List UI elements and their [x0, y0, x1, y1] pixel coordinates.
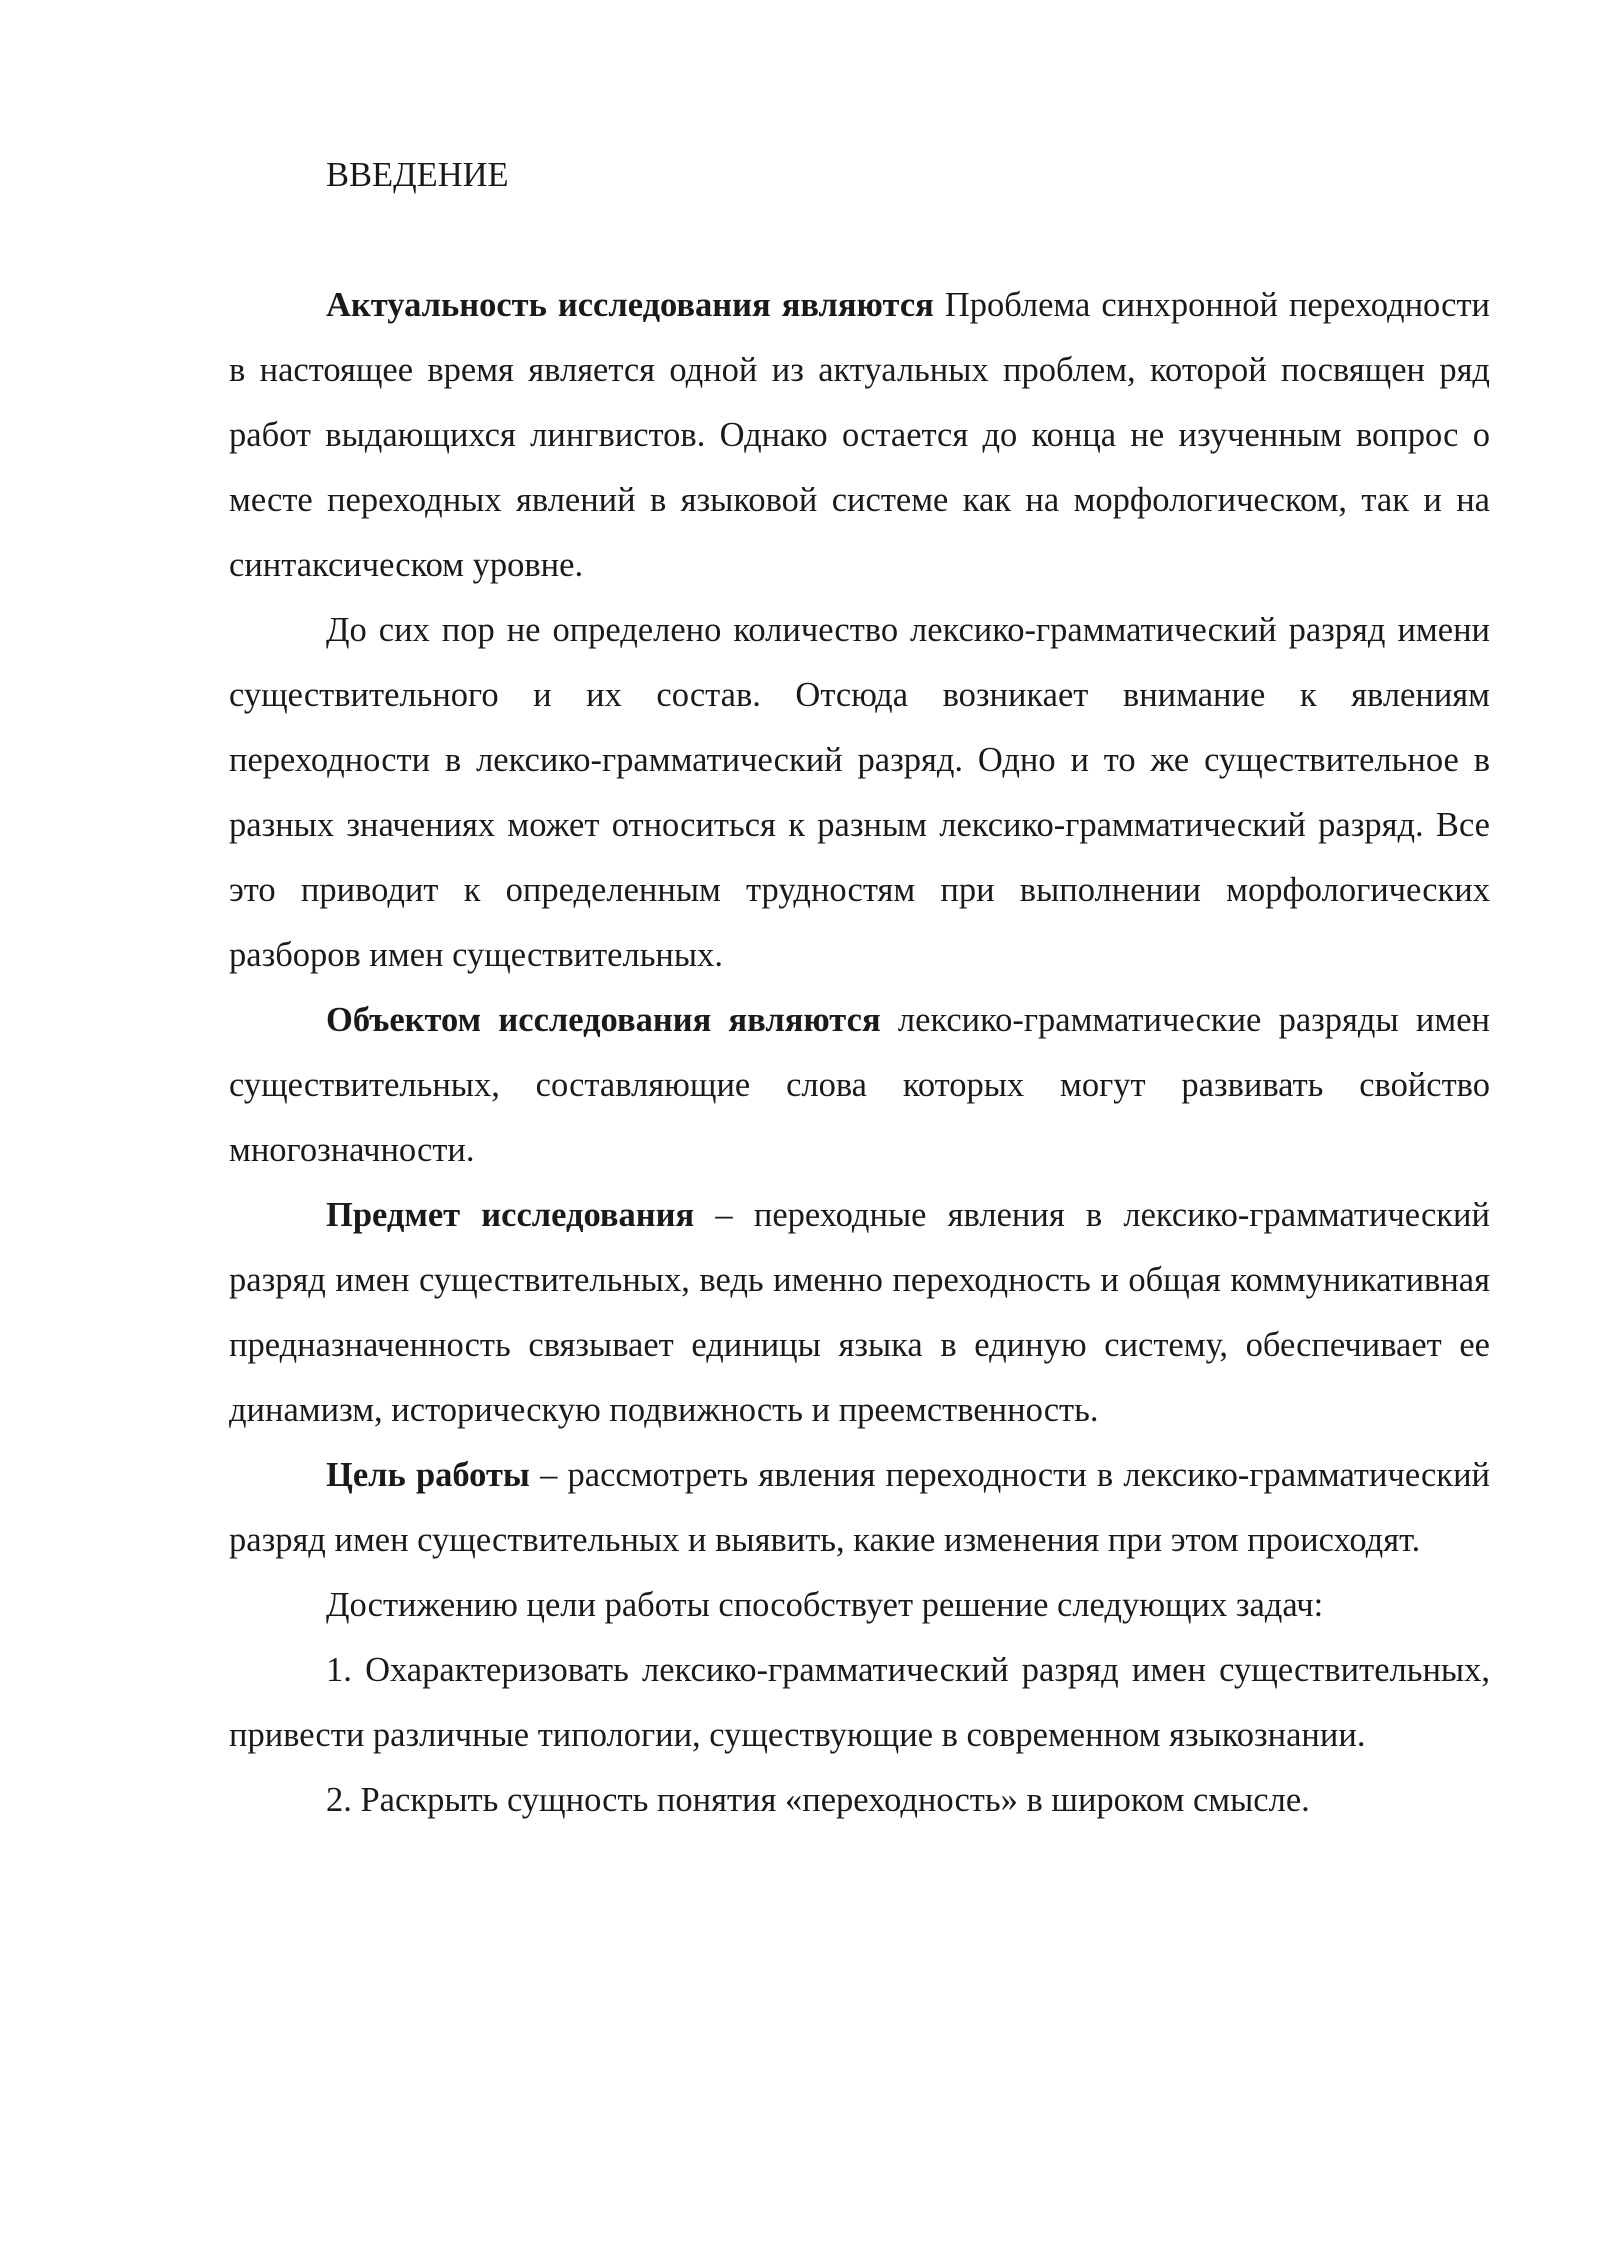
section-heading: ВВЕДЕНИЕ — [326, 156, 509, 194]
subject-text: – переходные явления в лексико-грамматический разряд имен существительных, ведь именно переходность и общая коммуникативная предназначенность связывает единицы языка в единую систему, обеспечивает ее динамизм, историческую подвижность и преемственность. — [229, 1196, 1490, 1429]
object-lead: Объектом исследования являются — [326, 1001, 881, 1039]
subject-lead: Предмет исследования — [326, 1196, 695, 1234]
relevance-paragraph — [229, 273, 1490, 598]
task-item: 2. Раскрыть сущность понятия «переходность» в широком смысле. — [326, 1781, 1310, 1819]
task-item: 1. Охарактеризовать лексико-грамматический разряд имен существительных, привести различные типологии, существующие в современном языкознании. — [229, 1651, 1490, 1754]
blank-line — [229, 208, 1490, 273]
relevance-text: Проблема синхронной переходности в настоящее время является одной из актуальных проблем, которой посвящен ряд работ выдающихся лингвистов. Однако остается до конца не изученным вопрос о месте переходных явлений в языковой системе как на морфологическом, так и на синтаксическом уровне. — [229, 286, 1490, 584]
goal-text: – рассмотреть явления переходности в лексико-грамматический разряд имен существительных и выявить, какие изменения при этом происходят. — [229, 1456, 1490, 1559]
object-text: лексико-грамматические разряды имен существительных, составляющие слова которых могут развивать свойство многозначности. — [229, 1001, 1490, 1169]
goal-paragraph — [229, 1443, 1490, 1573]
object-paragraph — [229, 988, 1490, 1183]
tasks-intro: Достижению цели работы способствует решение следующих задач: — [326, 1586, 1324, 1624]
goal-lead: Цель работы — [326, 1456, 530, 1494]
subject-paragraph — [229, 1183, 1490, 1443]
document-body — [229, 143, 1490, 1833]
problem-paragraph: До сих пор не определено количество лексико-грамматический разряд имени существительного и их состав. Отсюда возникает внимание к явлениям переходности в лексико-грамматический разряд. Одно и то же существительное в разных значениях может относиться к разным лексико-грамматический разряд. Все это приводит к определенным трудностям при выполнении морфологических разборов имен существительных. — [229, 611, 1490, 974]
relevance-lead: Актуальность исследования являются — [326, 286, 934, 324]
